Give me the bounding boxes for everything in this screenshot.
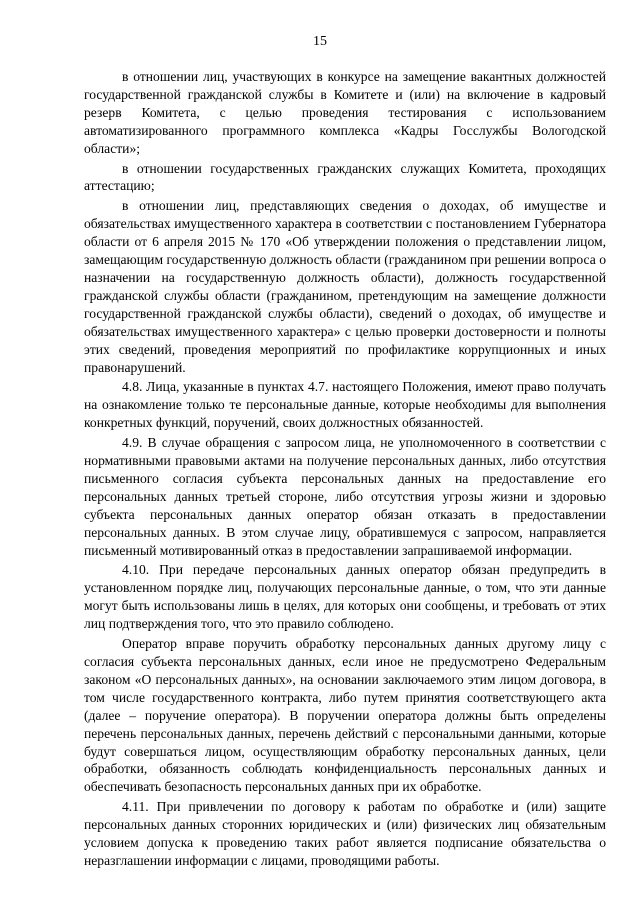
- paragraph-4-8: 4.8. Лица, указанные в пунктах 4.7. настоящего Положения, имеют право получать на ознакомление только те персональные данные, которые необходимы для выполнения конкретных функций, поручений, своих должностных обязанностей.: [84, 379, 606, 431]
- paragraph-4-11: 4.11. При привлечении по договору к работам по обработке и (или) защите персональных данных сторонних юридических и (или) физических лиц обязательным условием допуска к проведению таких работ является подписание обязательства о неразглашении информации с лицами, проводящими работы.: [84, 799, 606, 868]
- paragraph-bullet-competition: в отношении лиц, участвующих в конкурсе на замещение вакантных должностей государственной гражданской службы в Комитете и (или) на включение в кадровый резерв Комитета, с целью проведения тестирования с использованием автоматизированного программного комплекса «Кадры Госслужбы Вологодской области»;: [84, 69, 606, 156]
- paragraph-4-9: 4.9. В случае обращения с запросом лица, не уполномоченного в соответствии с нормативными правовыми актами на получение персональных данных, либо отсутствия письменного согласия субъекта персональных данных на предоставление его персональных данных третьей стороне, либо отсутствия угрозы жизни и здоровью субъекта персональных данных оператор обязан отказать в предоставлении персональных данных. В этом случае лицу, обратившемуся с запросом, направляется письменный мотивированный отказ в предоставлении запрашиваемой информации.: [84, 435, 606, 558]
- paragraph-bullet-income-declarations: в отношении лиц, представляющих сведения о доходах, об имуществе и обязательствах имущественного характера в соответствии с постановлением Губернатора области от 6 апреля 2015 № 170 «Об утверждении положения о представлении лицом, замещающим государственную должность области (гражданином при решении вопроса о назначении на государственную должность области), должность государственной гражданской службы области (гражданином, претендующим на замещение должности государственной гражданской службы области), сведений о доходах, об имуществе и обязательствах имущественного характера» с целью проверки достоверности и полноты этих сведений, проведения мероприятий по профилактике коррупционных и иных правонарушений.: [84, 198, 606, 375]
- document-body: [84, 68, 606, 872]
- paragraph-bullet-attestation: в отношении государственных гражданских служащих Комитета, проходящих аттестацию;: [84, 160, 606, 194]
- paragraph-operator-assignment: Оператор вправе поручить обработку персональных данных другому лицу с согласия субъекта персональных данных, если иное не предусмотрено Федеральным законом «О персональных данных», на основании заключаемого этим лицом договора, в том числе государственного контракта, либо путем принятия соответствующего акта (далее – поручение оператора). В поручении оператора должны быть определены перечень персональных данных, перечень действий с персональными данными, которые будут совершаться лицом, осуществляющим обработку персональных данных, цели обработки, обязанность соблюдать конфиденциальность персональных данных и обеспечивать безопасность персональных данных при их обработке.: [84, 636, 606, 795]
- paragraph-4-10: 4.10. При передаче персональных данных оператор обязан предупредить в установленном порядке лиц, получающих персональные данные, о том, что эти данные могут быть использованы лишь в целях, для которых они сообщены, и требовать от этих лиц подтверждения того, что это правило соблюдено.: [84, 562, 606, 632]
- page-number: 15: [313, 34, 327, 49]
